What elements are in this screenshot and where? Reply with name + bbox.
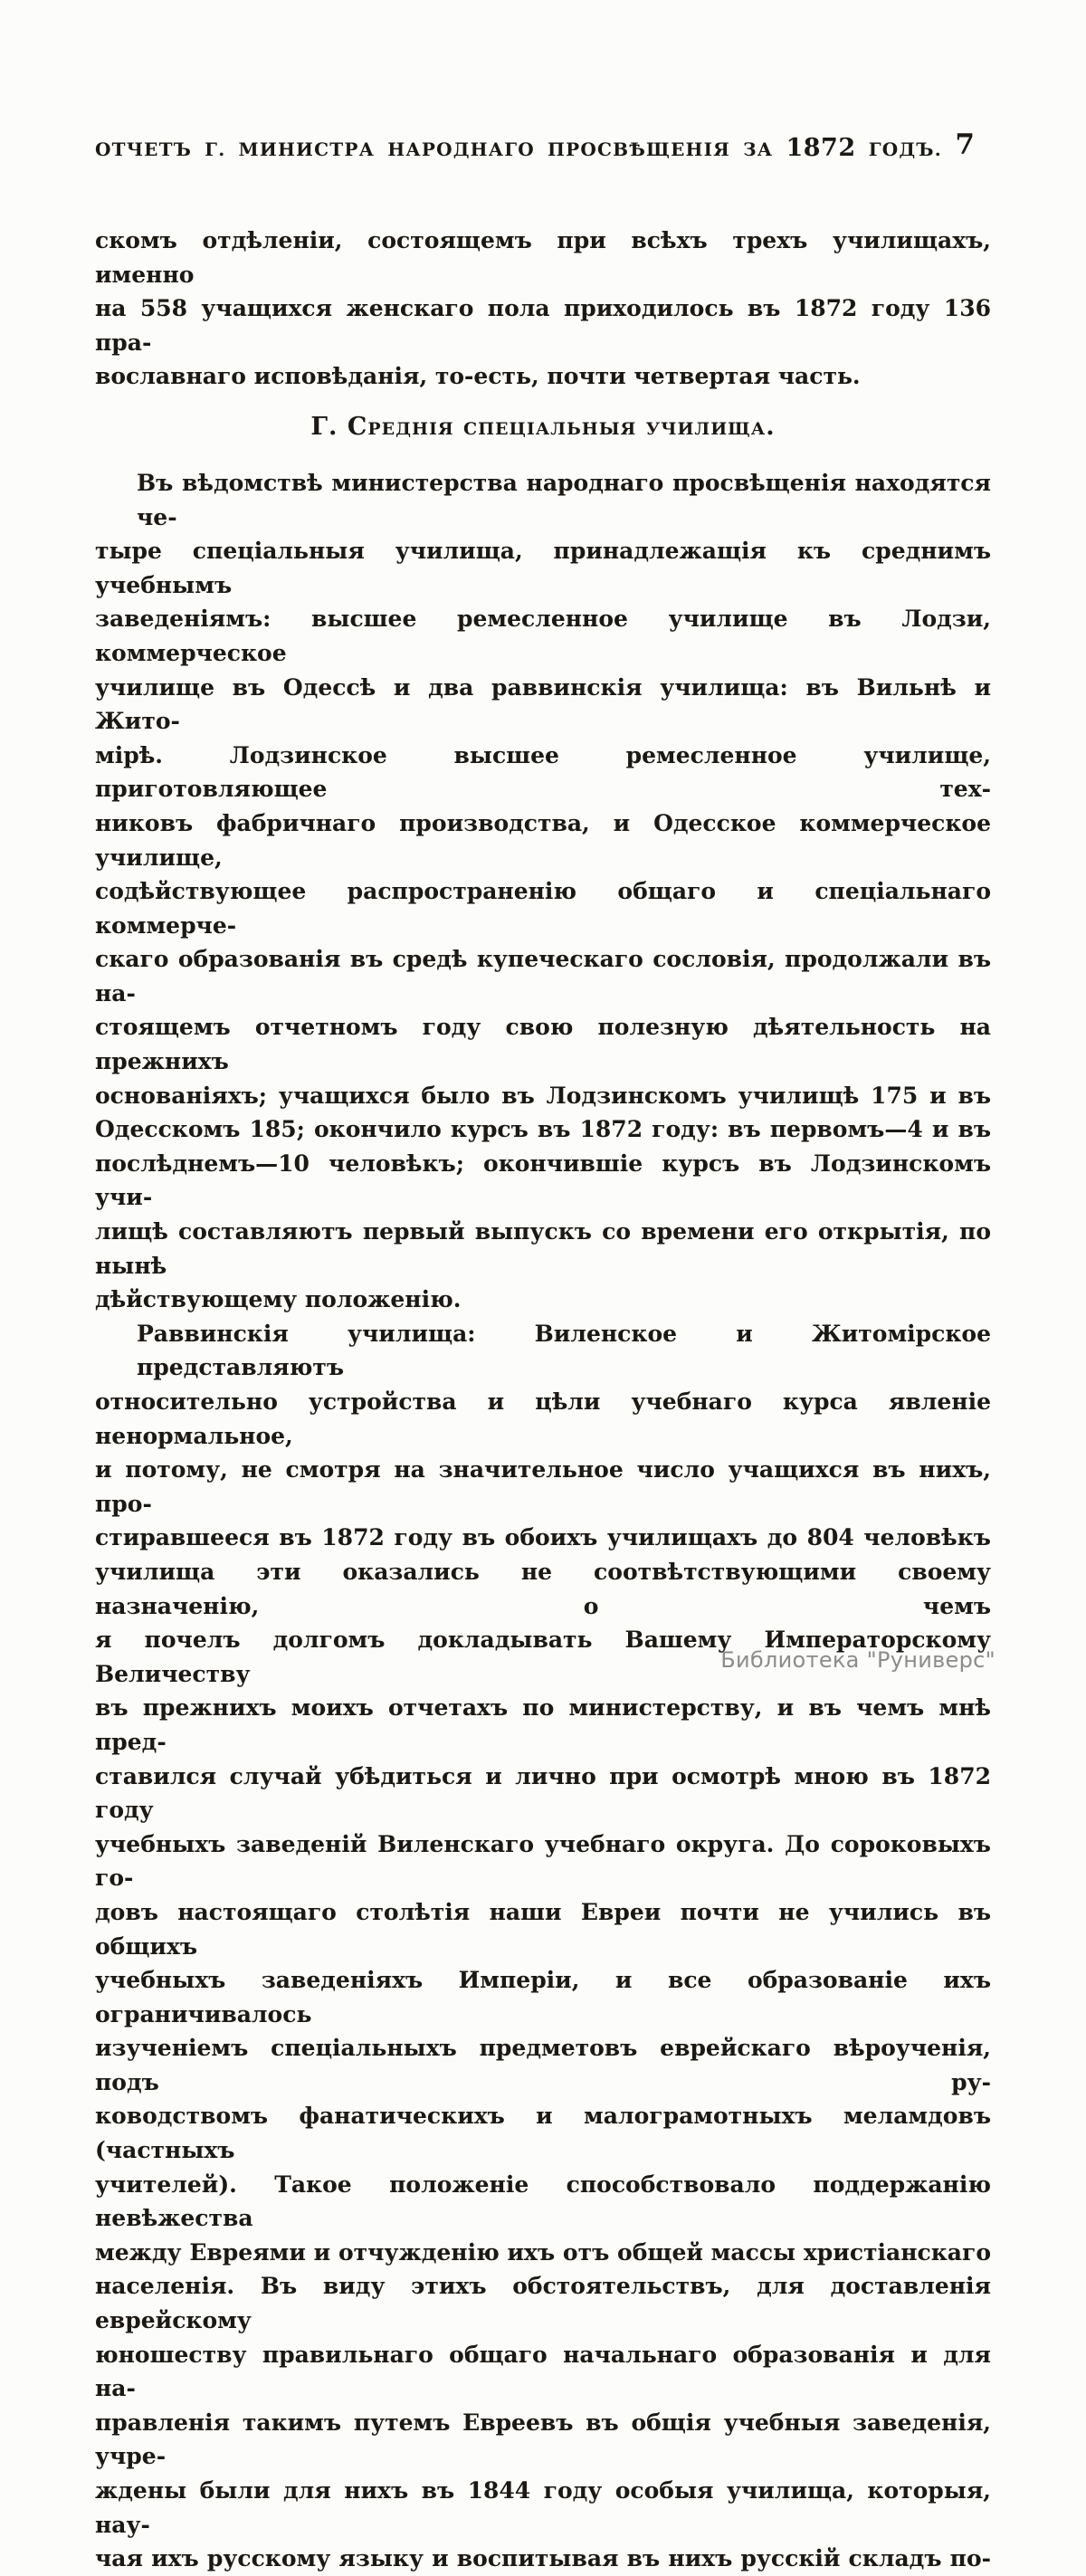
paragraph bbox=[95, 1317, 991, 2576]
running-header bbox=[95, 129, 991, 170]
text-line: тыре спеціальныя училища, принадлежащія къ среднимъ учебнымъ bbox=[95, 538, 991, 598]
text-line: ставился случай убѣдиться и лично при осмотрѣ мною въ 1872 году bbox=[95, 1762, 991, 1824]
paragraph bbox=[95, 224, 991, 394]
text-line: училище въ Одессѣ и два раввинскія училища: въ Вильнѣ и Жито- bbox=[95, 673, 991, 735]
text-line: мірѣ. Лодзинское высшее ремесленное училище, приготовляющее тех- bbox=[95, 741, 991, 803]
running-header-title bbox=[95, 134, 991, 162]
text-line: учебныхъ заведеніяхъ Имперіи, и все образованіе ихъ ограничивалось bbox=[95, 1967, 991, 2027]
text-line: Въ вѣдомствѣ министерства народнаго просвѣщенія находятся че- bbox=[137, 469, 991, 530]
text-line: и потому, не смотря на значительное число учащихся въ нихъ, про- bbox=[95, 1456, 991, 1517]
text-line: учителей). Такое положеніе способствовало поддержанію невѣжества bbox=[95, 2171, 991, 2232]
text-line: скаго образованія въ средѣ купеческаго сословія, продолжали въ на- bbox=[95, 946, 991, 1007]
library-watermark: Библиотека "Руниверс" bbox=[720, 1647, 996, 1673]
text-line: заведеніямъ: высшее ремесленное училище въ Лодзи, коммерческое bbox=[95, 606, 991, 666]
text-line: изученіемъ спеціальныхъ предметовъ еврейскаго вѣроученія, подъ ру- bbox=[95, 2035, 991, 2095]
text-line: на 558 учащихся женскаго пола приходилось въ 1872 году 136 пра- bbox=[95, 295, 991, 356]
text-line: стоящемъ отчетномъ году свою полезную дѣятельность на прежнихъ bbox=[95, 1014, 991, 1075]
text-line: довъ настоящаго столѣтія наши Евреи почти не учились въ общихъ bbox=[95, 1898, 991, 1960]
text-line: лищѣ составляютъ первый выпускъ со времени его открытія, по нынѣ bbox=[95, 1218, 991, 1279]
text-line: ждены были для нихъ въ 1844 году особыя училища, которыя, нау- bbox=[95, 2477, 991, 2538]
text-line: юношеству правильнаго общаго начальнаго образованія и для на- bbox=[95, 2341, 991, 2402]
running-header-year: 1872 bbox=[786, 134, 856, 162]
text-line: скомъ отдѣленіи, состоящемъ при всѣхъ трехъ училищахъ, именно bbox=[95, 227, 991, 288]
section-heading: Г. Среднія спеціальныя училища. bbox=[310, 412, 776, 441]
text-line: стиравшееся въ 1872 году въ обоихъ училищахъ до 804 человѣкъ bbox=[95, 1524, 991, 1551]
page-body bbox=[95, 224, 991, 2576]
text-line: относительно устройства и цѣли учебнаго курса явленіе ненормальное, bbox=[95, 1388, 991, 1449]
running-header-title-prefix: ОТЧЕТЪ Г. МИНИСТРА НАРОДНАГО ПРОСВѢЩЕНІЯ ЗА bbox=[95, 138, 774, 160]
text-line: я почелъ долгомъ докладывать Вашему Императорскому Величеству bbox=[95, 1627, 991, 1687]
paragraph bbox=[95, 466, 991, 1317]
text-line: основаніяхъ; учащихся было въ Лодзинскомъ училищѣ 175 и въ bbox=[95, 1082, 991, 1109]
text-line: училища эти оказались не соотвѣтствующими своему назначенію, о чемъ bbox=[95, 1558, 991, 1619]
page-number: 7 bbox=[955, 129, 975, 161]
text-line: послѣднемъ—10 человѣкъ; окончившіе курсъ въ Лодзинскомъ учи- bbox=[95, 1150, 991, 1211]
text-line: дѣйствующему положенію. bbox=[95, 1286, 462, 1313]
running-header-title-suffix: ГОДЪ. bbox=[868, 138, 942, 160]
text-line: между Евреями и отчужденію ихъ отъ общей массы христіанскаго bbox=[95, 2238, 991, 2266]
text-line: правленія такимъ путемъ Евреевъ въ общія учебныя заведенія, учре- bbox=[95, 2409, 991, 2470]
text-line: населенія. Въ виду этихъ обстоятельствъ, для доставленія еврейскому bbox=[95, 2273, 991, 2334]
text-line: вославнаго исповѣданія, то-есть, почти четвертая часть. bbox=[95, 363, 861, 390]
text-line: учебныхъ заведеній Виленскаго учебнаго округа. До сороковыхъ го- bbox=[95, 1830, 991, 1892]
text-line: содѣйствующее распространенію общаго и спеціальнаго коммерче- bbox=[95, 878, 991, 939]
text-line: въ прежнихъ моихъ отчетахъ по министерству, и въ чемъ мнѣ пред- bbox=[95, 1694, 991, 1755]
text-line: ководствомъ фанатическихъ и малограмотныхъ меламдовъ (частныхъ bbox=[95, 2103, 991, 2164]
text-line: Одесскомъ 185; окончило курсъ въ 1872 году: въ первомъ—4 и въ bbox=[95, 1116, 991, 1143]
text-line: чая ихъ русскому языку и воспитывая въ нихъ русскій складъ по- bbox=[95, 2545, 991, 2572]
text-line: Раввинскія училища: Виленское и Житомірское представляютъ bbox=[137, 1320, 991, 1381]
text-line: никовъ фабричнаго производства, и Одесское коммерческое училище, bbox=[95, 809, 991, 871]
